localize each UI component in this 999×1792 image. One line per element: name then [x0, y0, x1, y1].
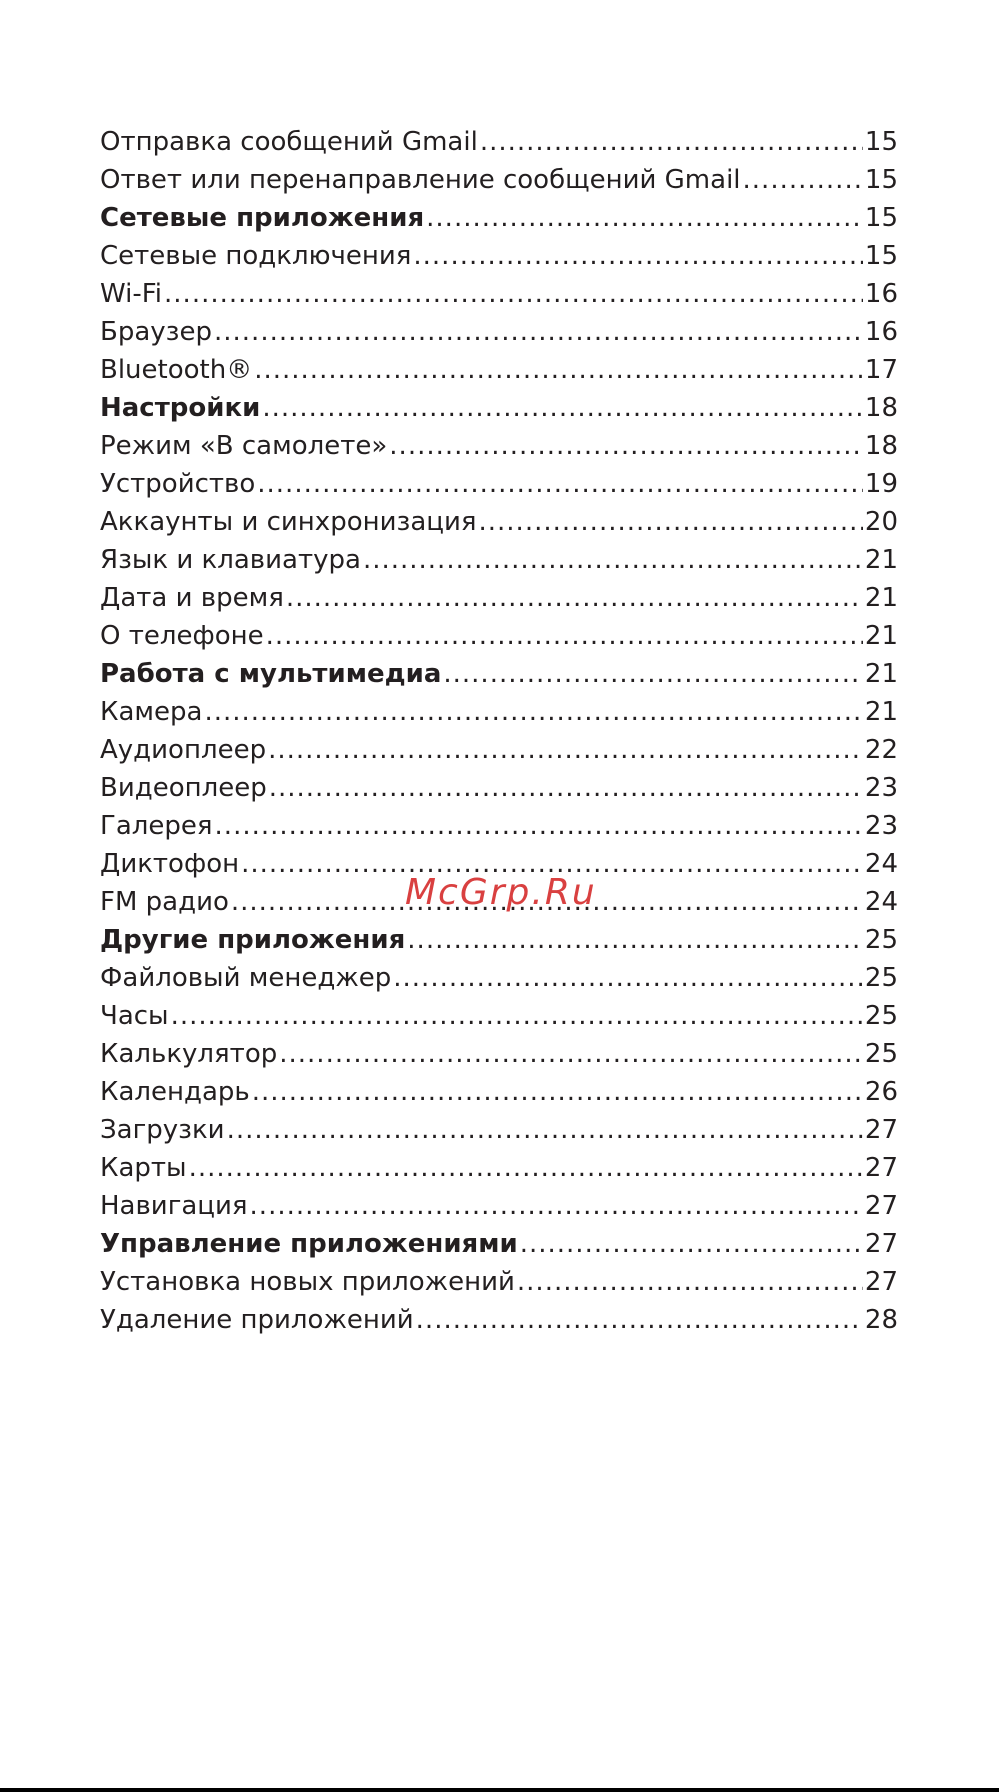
toc-dot-leader	[241, 845, 863, 883]
toc-entry-label: Браузер	[100, 317, 212, 347]
toc-entry-label: Дата и время	[100, 583, 284, 613]
toc-entry-page-number: 28	[864, 1305, 898, 1335]
toc-section-entry[interactable]	[100, 1225, 898, 1263]
toc-entry-page-number: 18	[864, 431, 898, 461]
toc-entry[interactable]	[100, 1263, 898, 1301]
toc-entry-label: Сетевые подключения	[100, 241, 412, 271]
toc-entry[interactable]	[100, 959, 898, 997]
table-of-contents	[100, 123, 898, 1339]
toc-dot-leader	[227, 1111, 863, 1149]
toc-dot-leader	[250, 1187, 863, 1225]
toc-entry-page-number: 16	[864, 317, 898, 347]
toc-entry-label: Работа с мультимедиа	[100, 659, 442, 689]
toc-section-entry[interactable]	[100, 199, 898, 237]
toc-entry[interactable]	[100, 123, 898, 161]
toc-section-entry[interactable]	[100, 655, 898, 693]
toc-dot-leader	[426, 199, 863, 237]
toc-entry-page-number: 27	[864, 1191, 898, 1221]
toc-entry-label: Карты	[100, 1153, 187, 1183]
toc-entry-label: Видеоплеер	[100, 773, 267, 803]
toc-dot-leader	[231, 883, 863, 921]
toc-entry-label: Wi-Fi	[100, 279, 163, 309]
toc-entry-page-number: 15	[864, 127, 898, 157]
toc-dot-leader	[215, 807, 863, 845]
toc-entry-page-number: 27	[864, 1229, 898, 1259]
toc-entry-label: Ответ или перенаправление сообщений Gmail	[100, 165, 741, 195]
toc-dot-leader	[189, 1149, 863, 1187]
toc-entry-label: Калькулятор	[100, 1039, 278, 1069]
toc-dot-leader	[443, 655, 863, 693]
toc-entry[interactable]	[100, 465, 898, 503]
toc-entry-page-number: 21	[864, 621, 898, 651]
toc-entry-label: Устройство	[100, 469, 256, 499]
toc-entry[interactable]	[100, 769, 898, 807]
toc-dot-leader	[266, 617, 863, 655]
toc-dot-leader	[257, 465, 863, 503]
toc-entry[interactable]	[100, 617, 898, 655]
toc-entry-page-number: 24	[864, 887, 898, 917]
toc-entry-page-number: 18	[864, 393, 898, 423]
toc-entry[interactable]	[100, 1035, 898, 1073]
toc-entry[interactable]	[100, 1301, 898, 1339]
toc-entry-label: Настройки	[100, 393, 261, 423]
toc-entry-page-number: 15	[864, 241, 898, 271]
toc-entry-label: Сетевые приложения	[100, 203, 425, 233]
toc-dot-leader	[279, 1035, 863, 1073]
toc-entry-page-number: 21	[864, 583, 898, 613]
toc-entry-page-number: 27	[864, 1267, 898, 1297]
toc-dot-leader	[520, 1225, 863, 1263]
toc-entry-label: Камера	[100, 697, 203, 727]
toc-entry-page-number: 22	[864, 735, 898, 765]
toc-entry[interactable]	[100, 237, 898, 275]
toc-entry-label: Язык и клавиатура	[100, 545, 361, 575]
toc-entry-page-number: 16	[864, 279, 898, 309]
toc-entry-page-number: 25	[864, 925, 898, 955]
toc-entry[interactable]	[100, 883, 898, 921]
toc-dot-leader	[393, 959, 863, 997]
toc-entry-label: О телефоне	[100, 621, 264, 651]
toc-entry[interactable]	[100, 579, 898, 617]
toc-entry[interactable]	[100, 731, 898, 769]
toc-entry[interactable]	[100, 693, 898, 731]
toc-entry-label: FM радио	[100, 887, 229, 917]
toc-entry[interactable]	[100, 1149, 898, 1187]
toc-entry-label: Удаление приложений	[100, 1305, 414, 1335]
toc-entry[interactable]	[100, 275, 898, 313]
toc-dot-leader	[269, 769, 863, 807]
toc-dot-leader	[164, 275, 863, 313]
toc-entry-label: Аудиоплеер	[100, 735, 267, 765]
toc-entry[interactable]	[100, 503, 898, 541]
toc-entry-page-number: 26	[864, 1077, 898, 1107]
toc-dot-leader	[214, 313, 863, 351]
toc-entry[interactable]	[100, 1073, 898, 1111]
toc-entry-page-number: 24	[864, 849, 898, 879]
toc-dot-leader	[363, 541, 863, 579]
toc-entry-label: Аккаунты и синхронизация	[100, 507, 477, 537]
toc-entry-page-number: 27	[864, 1115, 898, 1145]
toc-dot-leader	[479, 503, 863, 541]
toc-dot-leader	[407, 921, 863, 959]
toc-dot-leader	[171, 997, 863, 1035]
toc-dot-leader	[743, 161, 863, 199]
toc-entry-page-number: 21	[864, 545, 898, 575]
toc-entry[interactable]	[100, 845, 898, 883]
toc-entry-page-number: 23	[864, 811, 898, 841]
toc-entry-label: Галерея	[100, 811, 213, 841]
toc-entry-label: Диктофон	[100, 849, 240, 879]
bottom-rule	[0, 1788, 999, 1792]
toc-dot-leader	[389, 427, 863, 465]
toc-entry-page-number: 15	[864, 165, 898, 195]
toc-dot-leader	[262, 389, 863, 427]
toc-dot-leader	[254, 351, 863, 389]
toc-dot-leader	[480, 123, 863, 161]
toc-entry-page-number: 25	[864, 963, 898, 993]
toc-entry-page-number: 25	[864, 1001, 898, 1031]
toc-entry-label: Файловый менеджер	[100, 963, 392, 993]
toc-entry-label: Календарь	[100, 1077, 250, 1107]
watermark: McGrp.Ru	[405, 872, 597, 913]
toc-entry[interactable]	[100, 427, 898, 465]
toc-entry-label: Установка новых приложений	[100, 1267, 515, 1297]
toc-entry-page-number: 21	[864, 697, 898, 727]
toc-entry-page-number: 23	[864, 773, 898, 803]
toc-entry-page-number: 20	[864, 507, 898, 537]
toc-dot-leader	[517, 1263, 863, 1301]
toc-dot-leader	[268, 731, 863, 769]
toc-entry-label: Другие приложения	[100, 925, 406, 955]
toc-entry-page-number: 25	[864, 1039, 898, 1069]
toc-entry[interactable]	[100, 1111, 898, 1149]
toc-entry[interactable]	[100, 313, 898, 351]
toc-entry-page-number: 19	[864, 469, 898, 499]
toc-entry-label: Часы	[100, 1001, 169, 1031]
toc-entry-label: Навигация	[100, 1191, 248, 1221]
toc-entry[interactable]	[100, 997, 898, 1035]
toc-dot-leader	[413, 237, 863, 275]
toc-entry-label: Режим «В самолете»	[100, 431, 388, 461]
toc-entry-page-number: 27	[864, 1153, 898, 1183]
toc-entry[interactable]	[100, 807, 898, 845]
toc-entry-page-number: 15	[864, 203, 898, 233]
toc-dot-leader	[204, 693, 862, 731]
toc-entry-label: Управление приложениями	[100, 1229, 518, 1259]
toc-section-entry[interactable]	[100, 921, 898, 959]
toc-dot-leader	[416, 1301, 863, 1339]
toc-dot-leader	[252, 1073, 863, 1111]
toc-entry[interactable]	[100, 351, 898, 389]
toc-entry[interactable]	[100, 1187, 898, 1225]
toc-entry-label: Загрузки	[100, 1115, 225, 1145]
toc-dot-leader	[286, 579, 863, 617]
toc-entry-label: Отправка сообщений Gmail	[100, 127, 478, 157]
toc-entry-page-number: 21	[864, 659, 898, 689]
toc-section-entry[interactable]	[100, 389, 898, 427]
toc-entry-page-number: 17	[864, 355, 898, 385]
toc-entry[interactable]	[100, 161, 898, 199]
toc-entry-label: Bluetooth®	[100, 355, 253, 385]
toc-entry[interactable]	[100, 541, 898, 579]
